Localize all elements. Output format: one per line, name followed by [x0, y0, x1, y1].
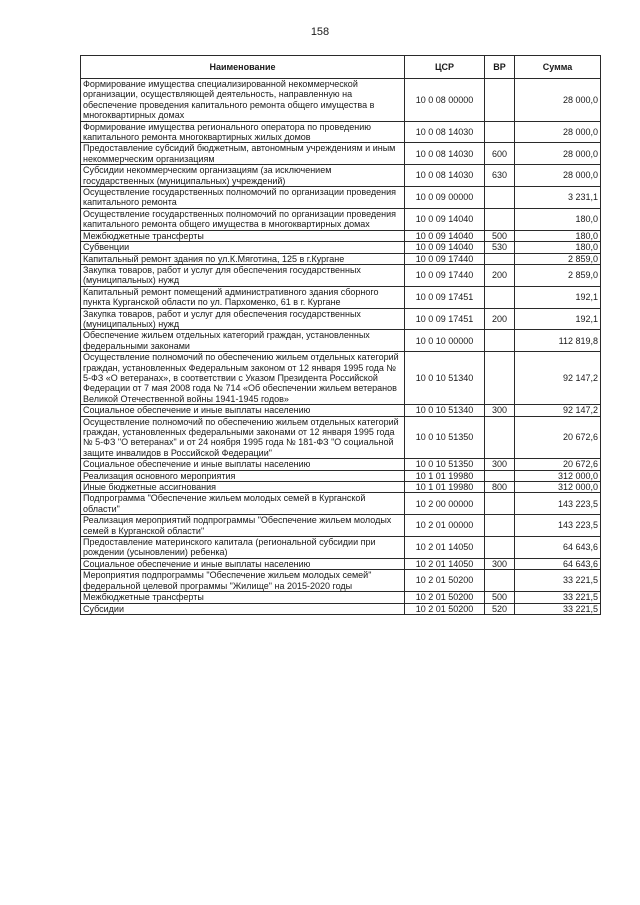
sum-cell: 312 000,0	[515, 470, 601, 481]
sum-cell: 33 221,5	[515, 603, 601, 614]
name-cell: Иные бюджетные ассигнования	[81, 482, 405, 493]
table-row	[81, 493, 601, 515]
name-cell: Субсидии некоммерческим организациям (за исключением государственных (муниципальных) учреждений)	[81, 165, 405, 187]
csr-cell: 10 0 10 51350	[405, 459, 485, 470]
vr-cell	[485, 208, 515, 230]
csr-cell: 10 1 01 19980	[405, 470, 485, 481]
name-cell: Субсидии	[81, 603, 405, 614]
table-row	[81, 482, 601, 493]
table-header-row	[81, 56, 601, 79]
name-cell: Осуществление полномочий по обеспечению жильем отдельных категорий граждан, установленных Федеральным законом от 12 января 1995 года № 5-ФЗ «О ветеранах», в соответствии с Указом Президента Российской Федерации от 7 мая 2008 года № 714 «Об обеспечении жильем ветеранов Великой Отечественной войны 1941-1945 годов»	[81, 352, 405, 405]
name-cell: Подпрограмма "Обеспечение жильем молодых семей в Курганской области"	[81, 493, 405, 515]
sum-cell: 3 231,1	[515, 187, 601, 209]
sum-cell: 2 859,0	[515, 253, 601, 264]
table-row	[81, 121, 601, 143]
table-row	[81, 208, 601, 230]
sum-cell: 28 000,0	[515, 165, 601, 187]
table-row	[81, 79, 601, 122]
name-cell: Предоставление материнского капитала (региональной субсидии при рождении (усыновлении) ребенка)	[81, 537, 405, 559]
table-body	[81, 79, 601, 615]
table-row	[81, 592, 601, 603]
name-cell: Межбюджетные трансферты	[81, 592, 405, 603]
vr-cell: 500	[485, 592, 515, 603]
table-row	[81, 143, 601, 165]
name-cell: Предоставление субсидий бюджетным, автономным учреждениям и иным некоммерческим организациям	[81, 143, 405, 165]
table-row	[81, 264, 601, 286]
sum-cell: 20 672,6	[515, 459, 601, 470]
csr-cell: 10 2 01 50200	[405, 592, 485, 603]
sum-cell: 28 000,0	[515, 121, 601, 143]
vr-cell: 530	[485, 242, 515, 253]
table-row	[81, 537, 601, 559]
table-row	[81, 405, 601, 416]
table-row	[81, 352, 601, 405]
sum-cell: 192,1	[515, 308, 601, 330]
csr-cell: 10 0 08 14030	[405, 165, 485, 187]
sum-cell: 64 643,6	[515, 537, 601, 559]
csr-cell: 10 2 01 14050	[405, 537, 485, 559]
vr-cell: 500	[485, 230, 515, 241]
csr-cell: 10 2 01 50200	[405, 570, 485, 592]
sum-cell: 312 000,0	[515, 482, 601, 493]
csr-cell: 10 0 09 14040	[405, 208, 485, 230]
name-cell: Социальное обеспечение и иные выплаты населению	[81, 459, 405, 470]
budget-table	[80, 55, 601, 615]
csr-cell: 10 0 09 00000	[405, 187, 485, 209]
page-number: 158	[310, 26, 330, 38]
table-row	[81, 459, 601, 470]
name-cell: Реализация основного мероприятия	[81, 470, 405, 481]
sum-cell: 143 223,5	[515, 493, 601, 515]
sum-cell: 112 819,8	[515, 330, 601, 352]
csr-cell: 10 0 10 51340	[405, 352, 485, 405]
sum-cell: 192,1	[515, 286, 601, 308]
header-vr: ВР	[485, 56, 515, 79]
sum-cell: 28 000,0	[515, 143, 601, 165]
sum-cell: 92 147,2	[515, 405, 601, 416]
csr-cell: 10 0 08 14030	[405, 121, 485, 143]
vr-cell	[485, 416, 515, 459]
sum-cell: 143 223,5	[515, 515, 601, 537]
csr-cell: 10 0 08 14030	[405, 143, 485, 165]
table-row	[81, 330, 601, 352]
sum-cell: 180,0	[515, 242, 601, 253]
table-row	[81, 165, 601, 187]
csr-cell: 10 0 09 17451	[405, 308, 485, 330]
csr-cell: 10 0 09 17440	[405, 253, 485, 264]
vr-cell: 600	[485, 143, 515, 165]
sum-cell: 64 643,6	[515, 558, 601, 569]
vr-cell	[485, 187, 515, 209]
header-name: Наименование	[81, 56, 405, 79]
vr-cell	[485, 570, 515, 592]
sum-cell: 180,0	[515, 208, 601, 230]
vr-cell: 200	[485, 308, 515, 330]
csr-cell: 10 2 00 00000	[405, 493, 485, 515]
table-row	[81, 515, 601, 537]
header-csr: ЦСР	[405, 56, 485, 79]
table-row	[81, 603, 601, 614]
name-cell: Субвенции	[81, 242, 405, 253]
csr-cell: 10 2 01 14050	[405, 558, 485, 569]
csr-cell: 10 0 10 51350	[405, 416, 485, 459]
vr-cell	[485, 330, 515, 352]
vr-cell	[485, 493, 515, 515]
name-cell: Осуществление полномочий по обеспечению жильем отдельных категорий граждан, установленных федеральными законами от 12 января 1995 года № 5-ФЗ "О ветеранах" и от 24 ноября 1995 года № 181-ФЗ "О социальной защите инвалидов в Российской Федерации"	[81, 416, 405, 459]
name-cell: Социальное обеспечение и иные выплаты населению	[81, 558, 405, 569]
name-cell: Капитальный ремонт помещений административного здания сборного пункта Курганской области по ул. Пархоменко, 61 в г. Кургане	[81, 286, 405, 308]
csr-cell: 10 2 01 00000	[405, 515, 485, 537]
vr-cell: 630	[485, 165, 515, 187]
csr-cell: 10 1 01 19980	[405, 482, 485, 493]
name-cell: Социальное обеспечение и иные выплаты населению	[81, 405, 405, 416]
vr-cell	[485, 470, 515, 481]
header-sum: Сумма	[515, 56, 601, 79]
sum-cell: 180,0	[515, 230, 601, 241]
name-cell: Мероприятия подпрограммы "Обеспечение жильем молодых семей" федеральной целевой программы "Жилище" на 2015-2020 годы	[81, 570, 405, 592]
name-cell: Осуществление государственных полномочий по организации проведения капитального ремонта	[81, 187, 405, 209]
csr-cell: 10 0 08 00000	[405, 79, 485, 122]
vr-cell: 800	[485, 482, 515, 493]
csr-cell: 10 0 10 51340	[405, 405, 485, 416]
name-cell: Закупка товаров, работ и услуг для обеспечения государственных (муниципальных) нужд	[81, 308, 405, 330]
sum-cell: 2 859,0	[515, 264, 601, 286]
table-row	[81, 187, 601, 209]
name-cell: Закупка товаров, работ и услуг для обеспечения государственных (муниципальных) нужд	[81, 264, 405, 286]
csr-cell: 10 2 01 50200	[405, 603, 485, 614]
vr-cell: 300	[485, 405, 515, 416]
csr-cell: 10 0 09 17440	[405, 264, 485, 286]
sum-cell: 92 147,2	[515, 352, 601, 405]
vr-cell	[485, 515, 515, 537]
csr-cell: 10 0 10 00000	[405, 330, 485, 352]
vr-cell: 300	[485, 558, 515, 569]
vr-cell: 520	[485, 603, 515, 614]
table-row	[81, 558, 601, 569]
table-row	[81, 253, 601, 264]
sum-cell: 20 672,6	[515, 416, 601, 459]
table-row	[81, 416, 601, 459]
vr-cell	[485, 79, 515, 122]
table-row	[81, 230, 601, 241]
vr-cell	[485, 537, 515, 559]
vr-cell	[485, 352, 515, 405]
sum-cell: 33 221,5	[515, 570, 601, 592]
name-cell: Обеспечение жильем отдельных категорий граждан, установленных федеральными законами	[81, 330, 405, 352]
table-row	[81, 470, 601, 481]
table-row	[81, 286, 601, 308]
sum-cell: 33 221,5	[515, 592, 601, 603]
vr-cell: 200	[485, 264, 515, 286]
csr-cell: 10 0 09 14040	[405, 230, 485, 241]
name-cell: Осуществление государственных полномочий по организации проведения капитального ремонта общего имущества в многоквартирных домах	[81, 208, 405, 230]
name-cell: Капитальный ремонт здания по ул.К.Мяготина, 125 в г.Кургане	[81, 253, 405, 264]
vr-cell: 300	[485, 459, 515, 470]
name-cell: Межбюджетные трансферты	[81, 230, 405, 241]
csr-cell: 10 0 09 14040	[405, 242, 485, 253]
table-row	[81, 570, 601, 592]
table-row	[81, 308, 601, 330]
name-cell: Реализация мероприятий подпрограммы "Обеспечение жильем молодых семей в Курганской области"	[81, 515, 405, 537]
table-row	[81, 242, 601, 253]
vr-cell	[485, 253, 515, 264]
vr-cell	[485, 121, 515, 143]
name-cell: Формирование имущества специализированной некоммерческой организации, осуществляющей деятельность, направленную на обеспечение проведения капитального ремонта общего имущества в многоквартирных домах	[81, 79, 405, 122]
csr-cell: 10 0 09 17451	[405, 286, 485, 308]
name-cell: Формирование имущества регионального оператора по проведению капитального ремонта многоквартирных жилых домов	[81, 121, 405, 143]
vr-cell	[485, 286, 515, 308]
sum-cell: 28 000,0	[515, 79, 601, 122]
